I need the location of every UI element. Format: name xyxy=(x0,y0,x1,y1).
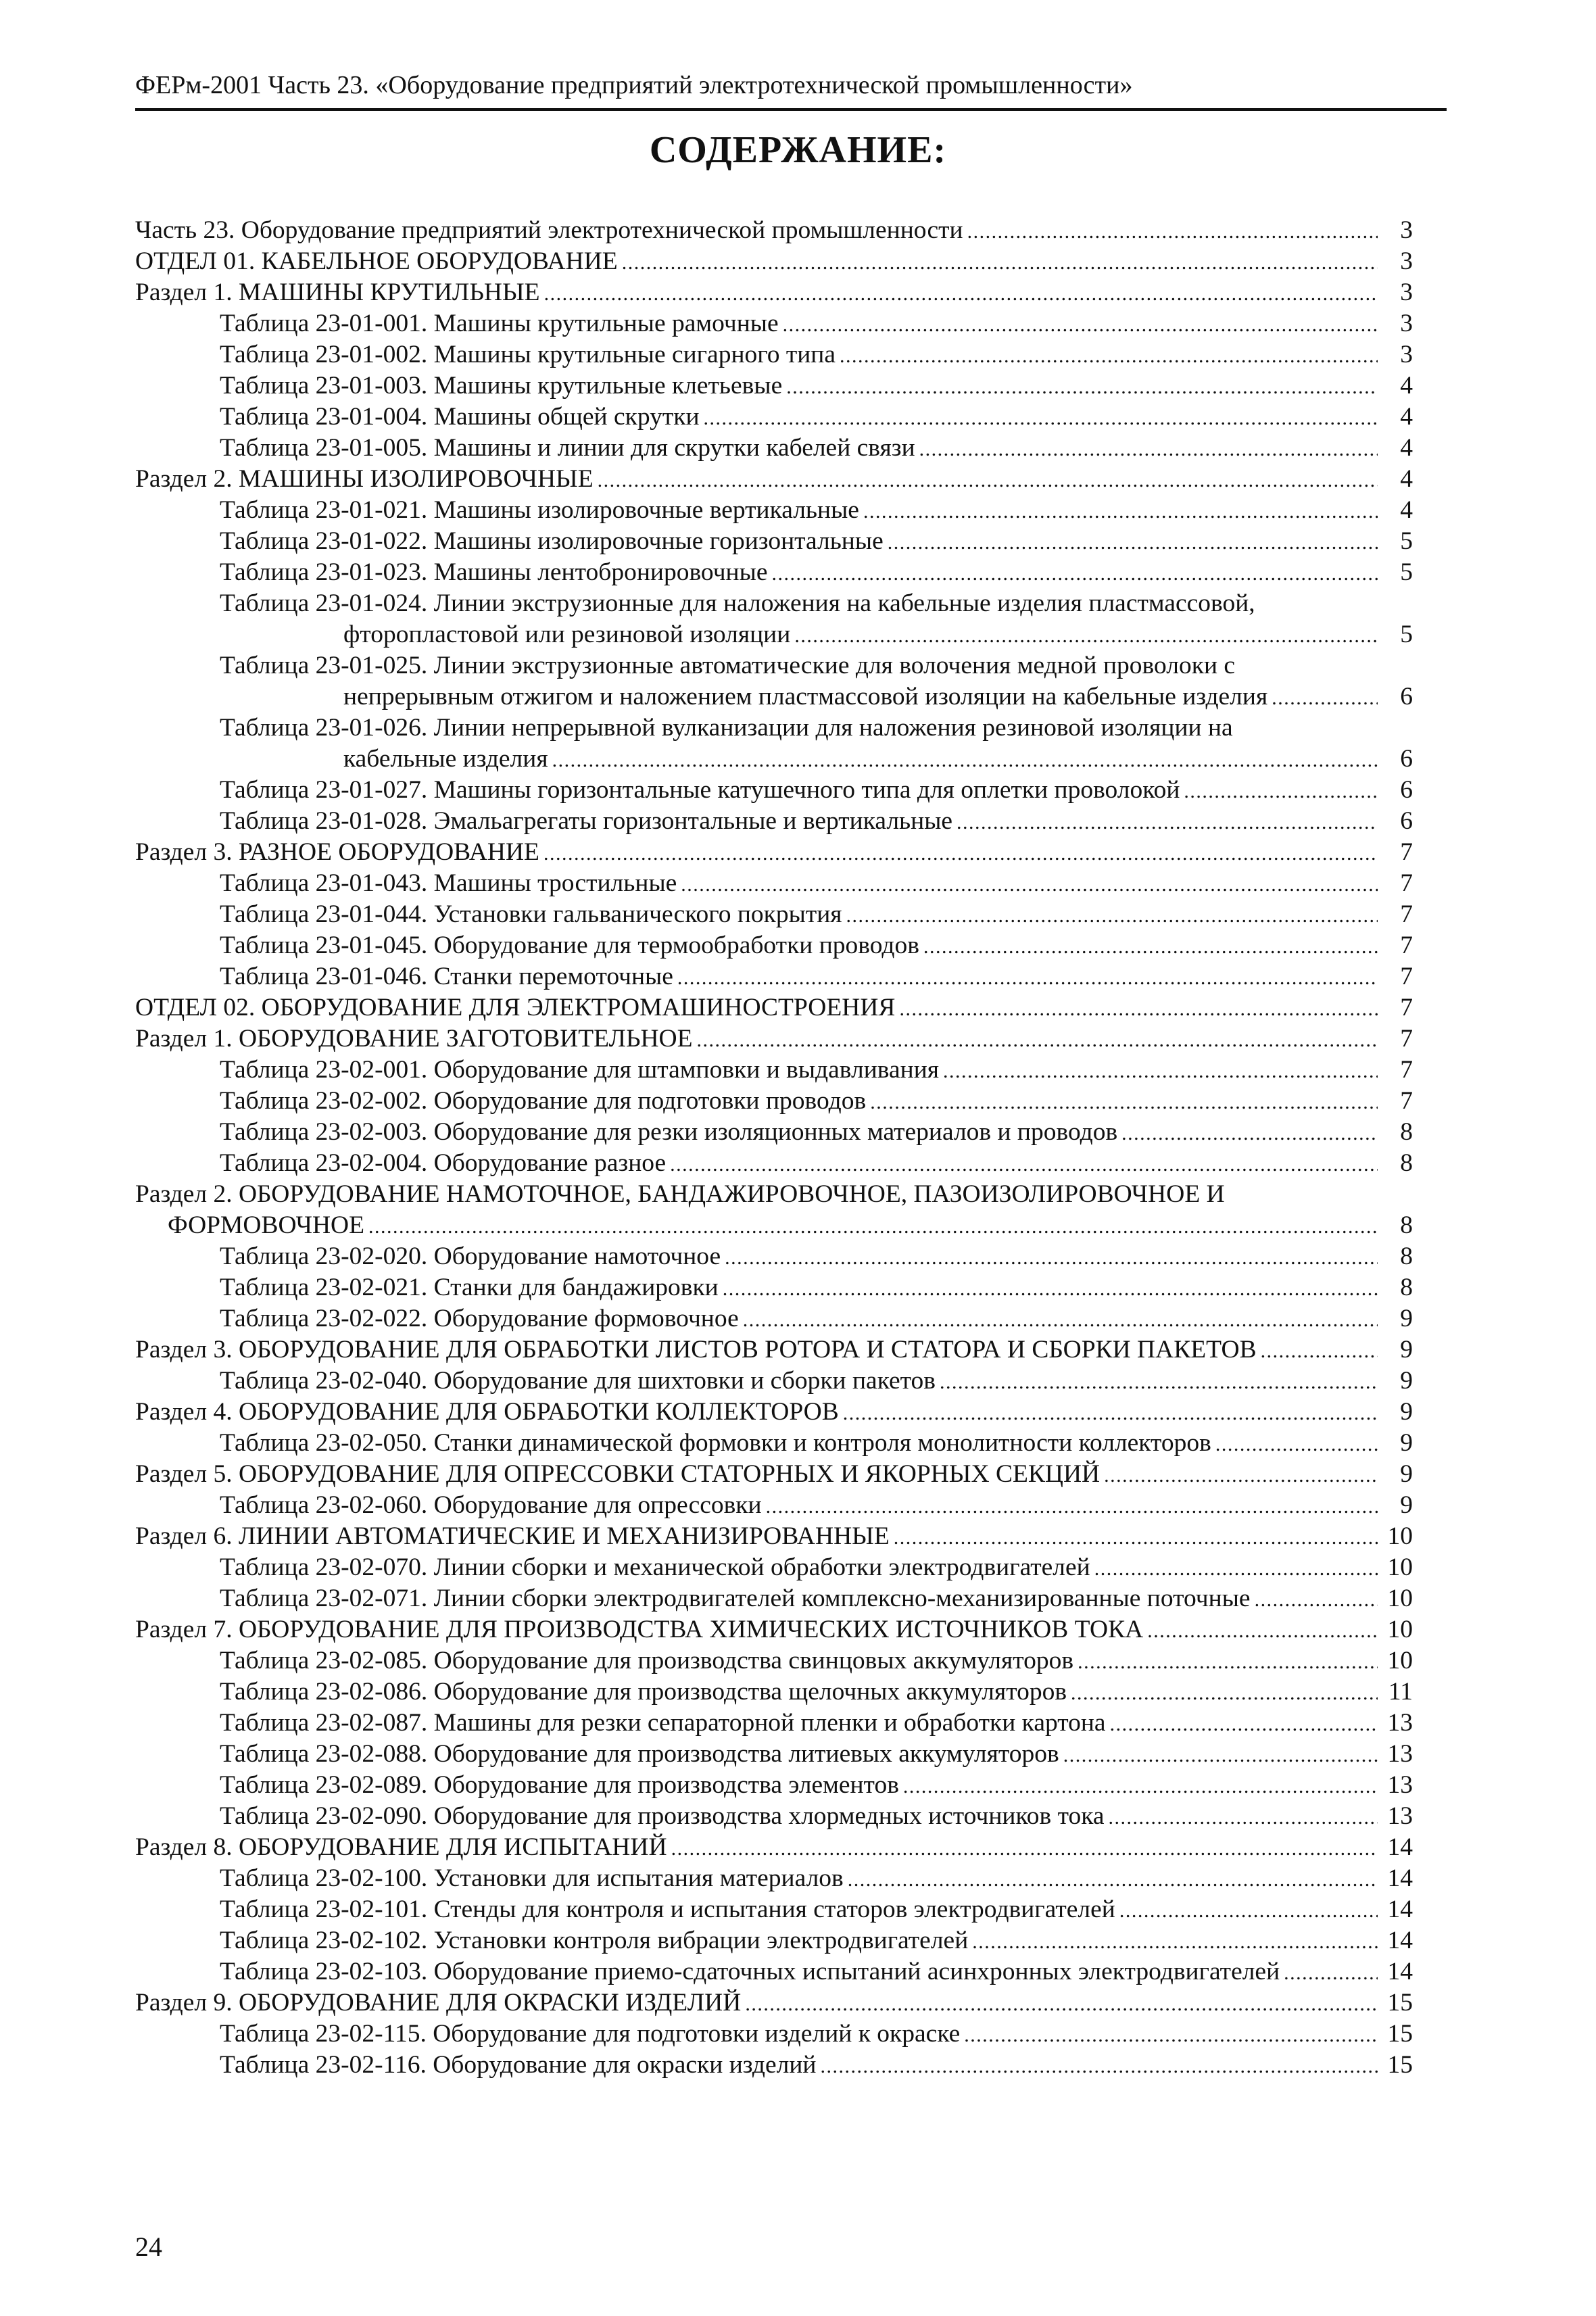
dot-leader xyxy=(894,1521,1378,1553)
dot-leader xyxy=(1104,1459,1378,1491)
toc-entry-label: Таблица 23-01-027. Машины горизонтальные катушечного типа для оплетки проволокой xyxy=(220,776,1180,804)
toc-entry-label: Раздел 3. РАЗНОЕ ОБОРУДОВАНИЕ xyxy=(135,838,539,866)
dot-leader xyxy=(1078,1645,1378,1678)
dot-leader xyxy=(923,930,1378,963)
toc-entry xyxy=(135,1023,1413,1055)
dot-leader xyxy=(677,961,1378,994)
toc-entry-label: фторопластовой или резиновой изоляции xyxy=(343,621,791,648)
dot-leader xyxy=(899,992,1378,1025)
dot-leader xyxy=(870,1086,1378,1118)
toc-entry xyxy=(135,1428,1413,1459)
toc-entry xyxy=(135,1832,1413,1863)
dot-leader xyxy=(1063,1739,1378,1771)
toc-entry xyxy=(135,899,1413,930)
dot-leader xyxy=(1184,775,1378,807)
toc-entry-line: Таблица 23-01-024. Линии экструзионные для наложения на кабельные изделия пластмассовой, xyxy=(220,589,1255,617)
toc-entry-label: Раздел 5. ОБОРУДОВАНИЕ ДЛЯ ОПРЕССОВКИ СТАТОРНЫХ И ЯКОРНЫХ СЕКЦИЙ xyxy=(135,1460,1101,1488)
toc-entry-label: Таблица 23-02-040. Оборудование для шихтовки и сборки пакетов xyxy=(220,1367,936,1395)
toc-entry xyxy=(135,1956,1413,1987)
toc-page-number: 4 xyxy=(1400,434,1413,462)
toc-page-number: 7 xyxy=(1400,1025,1413,1053)
toc-page-number: 5 xyxy=(1400,527,1413,555)
toc-entry xyxy=(135,775,1413,806)
toc-page-number: 13 xyxy=(1387,1709,1413,1737)
toc-entry-label: ОТДЕЛ 02. ОБОРУДОВАНИЕ ДЛЯ ЭЛЕКТРОМАШИНОСТРОЕНИЯ xyxy=(135,994,896,1021)
toc-entry xyxy=(135,1366,1413,1397)
toc-page-number: 5 xyxy=(1400,621,1413,648)
toc-entry xyxy=(135,308,1413,339)
toc-entry xyxy=(135,1614,1413,1645)
dot-leader xyxy=(697,1023,1378,1056)
dot-leader xyxy=(843,1397,1378,1429)
toc-entry xyxy=(135,1303,1413,1334)
toc-page-number: 15 xyxy=(1387,1989,1413,2017)
dot-leader xyxy=(840,339,1378,372)
toc-entry-label: Таблица 23-01-005. Машины и линии для скрутки кабелей связи xyxy=(220,434,915,462)
toc-entry-label: Таблица 23-01-028. Эмальагрегаты горизонтальные и вертикальные xyxy=(220,807,953,835)
dot-leader xyxy=(552,744,1378,776)
dot-leader xyxy=(820,2050,1378,2082)
dot-leader xyxy=(1261,1334,1378,1367)
dot-leader xyxy=(1110,1708,1378,1740)
dot-leader xyxy=(1121,1117,1378,1149)
toc-entry xyxy=(135,1055,1413,1086)
dot-leader xyxy=(794,619,1378,652)
dot-leader xyxy=(766,1490,1378,1522)
toc-entry-label: Раздел 1. МАШИНЫ КРУТИЛЬНЫЕ xyxy=(135,279,540,306)
toc-entry xyxy=(135,961,1413,992)
toc-page-number: 8 xyxy=(1400,1211,1413,1239)
dot-leader xyxy=(1255,1583,1378,1616)
toc-page-number: 9 xyxy=(1400,1460,1413,1488)
dot-leader xyxy=(681,868,1378,900)
toc-entry xyxy=(135,495,1413,526)
toc-entry xyxy=(135,1676,1413,1708)
toc-page-number: 13 xyxy=(1387,1740,1413,1768)
dot-leader xyxy=(368,1210,1378,1243)
toc-entry xyxy=(135,1086,1413,1117)
toc-entry-label: Таблица 23-01-002. Машины крутильные сигарного типа xyxy=(220,341,836,368)
toc-entry-label: Таблица 23-02-050. Станки динамической формовки и контроля монолитности коллекторов xyxy=(220,1429,1211,1457)
toc-page-number: 6 xyxy=(1400,745,1413,773)
toc-entry xyxy=(135,1397,1413,1428)
toc-entry xyxy=(135,277,1413,308)
toc-entry-label: Таблица 23-02-004. Оборудование разное xyxy=(220,1149,667,1177)
toc-page-number: 3 xyxy=(1400,341,1413,368)
toc-page-number: 4 xyxy=(1400,496,1413,524)
toc-entry xyxy=(135,1241,1413,1272)
toc-page-number: 4 xyxy=(1400,372,1413,400)
dot-leader xyxy=(1094,1552,1378,1585)
toc-page-number: 10 xyxy=(1387,1522,1413,1550)
toc-entry-label: Раздел 9. ОБОРУДОВАНИЕ ДЛЯ ОКРАСКИ ИЗДЕЛИЙ xyxy=(135,1989,742,2017)
running-head: ФЕРм-2001 Часть 23. «Оборудование предприятий электротехнической промышленности» xyxy=(135,71,1133,99)
toc-page-number: 10 xyxy=(1387,1553,1413,1581)
toc-entry-label: Раздел 6. ЛИНИИ АВТОМАТИЧЕСКИЕ И МЕХАНИЗИРОВАННЫЕ xyxy=(135,1522,890,1550)
dot-leader xyxy=(903,1770,1378,1802)
toc-entry-label: Таблица 23-02-102. Установки контроля вибрации электродвигателей xyxy=(220,1927,969,1954)
toc-entry xyxy=(135,2019,1413,2050)
toc-entry xyxy=(135,557,1413,588)
toc-page-number: 7 xyxy=(1400,1056,1413,1084)
toc-entry-label: Таблица 23-01-022. Машины изолировочные горизонтальные xyxy=(220,527,884,555)
toc-entry-line: Раздел 2. ОБОРУДОВАНИЕ НАМОТОЧНОЕ, БАНДАЖИРОВОЧНОЕ, ПАЗОИЗОЛИРОВОЧНОЕ И xyxy=(135,1180,1225,1208)
toc-entry xyxy=(135,1739,1413,1770)
toc-page-number: 9 xyxy=(1400,1429,1413,1457)
header-rule xyxy=(135,108,1447,111)
toc-entry xyxy=(135,1645,1413,1676)
toc-entry-label: Таблица 23-02-022. Оборудование формовочное xyxy=(220,1305,739,1332)
toc-page-number: 7 xyxy=(1400,900,1413,928)
toc-entry xyxy=(135,1210,1413,1241)
toc-page-number: 11 xyxy=(1388,1678,1413,1706)
dot-leader xyxy=(598,464,1378,496)
toc-page-number: 6 xyxy=(1400,776,1413,804)
toc-entry-label: Таблица 23-01-004. Машины общей скрутки xyxy=(220,403,700,431)
dot-leader xyxy=(1147,1614,1378,1647)
dot-leader xyxy=(943,1055,1378,1087)
toc-page-number: 9 xyxy=(1400,1305,1413,1332)
toc-page-number: 7 xyxy=(1400,963,1413,990)
dot-leader xyxy=(940,1366,1378,1398)
toc-entry xyxy=(135,868,1413,899)
toc-page-number: 10 xyxy=(1387,1616,1413,1643)
dot-leader xyxy=(972,1925,1378,1958)
toc-entry-label: Таблица 23-02-060. Оборудование для опрессовки xyxy=(220,1491,762,1519)
toc-entry-label: Таблица 23-01-021. Машины изолировочные вертикальные xyxy=(220,496,859,524)
toc-page-number: 13 xyxy=(1387,1771,1413,1799)
toc-entry-label: Таблица 23-02-100. Установки для испытания материалов xyxy=(220,1864,844,1892)
toc-page-number: 5 xyxy=(1400,558,1413,586)
toc-entry xyxy=(135,1863,1413,1894)
dot-leader xyxy=(743,1303,1378,1336)
toc-page-number: 8 xyxy=(1400,1149,1413,1177)
toc-entry xyxy=(135,433,1413,464)
dot-leader xyxy=(1272,681,1378,714)
toc-entry-label: Таблица 23-02-088. Оборудование для производства литиевых аккумуляторов xyxy=(220,1740,1059,1768)
dot-leader xyxy=(848,1863,1378,1896)
toc-entry xyxy=(135,619,1413,650)
toc-page-number: 14 xyxy=(1387,1864,1413,1892)
toc-page-number: 7 xyxy=(1400,994,1413,1021)
toc-page-number: 4 xyxy=(1400,465,1413,493)
toc-entry-label: Таблица 23-01-045. Оборудование для термообработки проводов xyxy=(220,932,919,959)
dot-leader xyxy=(783,308,1378,341)
toc-entry-label: непрерывным отжигом и наложением пластмассовой изоляции на кабельные изделия xyxy=(343,683,1268,710)
toc-page-number: 9 xyxy=(1400,1367,1413,1395)
toc-page-number: 9 xyxy=(1400,1398,1413,1426)
toc-entry-label: ФОРМОВОЧНОЕ xyxy=(168,1211,365,1239)
dot-leader xyxy=(967,215,1378,247)
toc-entry-label: Раздел 1. ОБОРУДОВАНИЕ ЗАГОТОВИТЕЛЬНОЕ xyxy=(135,1025,693,1053)
toc-entry xyxy=(135,1459,1413,1490)
toc-entry xyxy=(135,1925,1413,1956)
toc-page-number: 4 xyxy=(1400,403,1413,431)
toc-entry-label: Раздел 4. ОБОРУДОВАНИЕ ДЛЯ ОБРАБОТКИ КОЛЛЕКТОРОВ xyxy=(135,1398,839,1426)
toc-entry xyxy=(135,1117,1413,1148)
toc-page-number: 10 xyxy=(1387,1647,1413,1674)
toc-entry xyxy=(135,246,1413,277)
toc-page-number: 8 xyxy=(1400,1118,1413,1146)
toc-entry xyxy=(135,402,1413,433)
toc-entry-label: Таблица 23-02-089. Оборудование для производства элементов xyxy=(220,1771,899,1799)
toc-entry xyxy=(135,1770,1413,1801)
toc-page-number: 9 xyxy=(1400,1491,1413,1519)
toc-entry-label: Таблица 23-02-003. Оборудование для резки изоляционных материалов и проводов xyxy=(220,1118,1118,1146)
toc-page-number: 7 xyxy=(1400,838,1413,866)
toc-entry xyxy=(135,339,1413,370)
toc-entry xyxy=(135,1334,1413,1366)
toc-entry-label: Таблица 23-02-116. Оборудование для окраски изделий xyxy=(220,2051,817,2079)
dot-leader xyxy=(1119,1894,1378,1927)
toc-entry-label: Таблица 23-02-071. Линии сборки электродвигателей комплексно-механизированные поточные xyxy=(220,1585,1251,1612)
toc-page-number: 14 xyxy=(1387,1896,1413,1923)
toc-entry-label: Таблица 23-01-001. Машины крутильные рамочные xyxy=(220,310,779,337)
toc-entry-label: Таблица 23-02-087. Машины для резки сепараторной пленки и обработки картона xyxy=(220,1709,1106,1737)
toc-entry-label: Таблица 23-02-086. Оборудование для производства щелочных аккумуляторов xyxy=(220,1678,1067,1706)
dot-leader xyxy=(622,246,1378,279)
toc-page-number: 7 xyxy=(1400,932,1413,959)
dot-leader xyxy=(964,2019,1378,2051)
toc-entry-label: Таблица 23-02-001. Оборудование для штамповки и выдавливания xyxy=(220,1056,940,1084)
toc-page-number: 15 xyxy=(1387,2051,1413,2079)
toc-entry xyxy=(135,1148,1413,1179)
toc-entry xyxy=(135,806,1413,837)
dot-leader xyxy=(888,526,1378,558)
toc-entry-label: Таблица 23-01-046. Станки перемоточные xyxy=(220,963,673,990)
toc-entry-label: Таблица 23-02-070. Линии сборки и механической обработки электродвигателей xyxy=(220,1553,1090,1581)
toc-entry-label: Таблица 23-02-101. Стенды для контроля и испытания статоров электродвигателей xyxy=(220,1896,1115,1923)
toc-page-number: 7 xyxy=(1400,1087,1413,1115)
toc-entry-label: Таблица 23-02-020. Оборудование намоточное xyxy=(220,1243,721,1270)
dot-leader xyxy=(1215,1428,1378,1460)
toc-entry xyxy=(135,1490,1413,1521)
dot-leader xyxy=(1071,1676,1378,1709)
page-title: СОДЕРЖАНИЕ: xyxy=(649,129,947,171)
toc-page-number: 8 xyxy=(1400,1243,1413,1270)
dot-leader xyxy=(704,402,1378,434)
toc-entry-label: Таблица 23-02-021. Станки для бандажировки xyxy=(220,1274,719,1301)
toc-entry-label: Таблица 23-02-002. Оборудование для подготовки проводов xyxy=(220,1087,867,1115)
toc-page-number: 3 xyxy=(1400,279,1413,306)
toc-entry xyxy=(135,1521,1413,1552)
toc-entry-label: Раздел 8. ОБОРУДОВАНИЕ ДЛЯ ИСПЫТАНИЙ xyxy=(135,1833,667,1861)
toc-entry xyxy=(135,681,1413,713)
dot-leader xyxy=(723,1272,1378,1305)
toc-entry xyxy=(135,464,1413,495)
toc-entry-label: Таблица 23-01-044. Установки гальванического покрытия xyxy=(220,900,842,928)
toc-entry-label: Таблица 23-01-023. Машины лентобронировочные xyxy=(220,558,768,586)
toc-page-number: 3 xyxy=(1400,216,1413,244)
dot-leader xyxy=(1284,1956,1378,1989)
toc-entry xyxy=(135,744,1413,775)
dot-leader xyxy=(1109,1801,1378,1833)
toc-entry-label: Таблица 23-01-003. Машины крутильные клетьевые xyxy=(220,372,783,400)
toc-page-number: 7 xyxy=(1400,869,1413,897)
toc-page-number: 9 xyxy=(1400,1336,1413,1364)
dot-leader xyxy=(544,277,1378,310)
toc-entry xyxy=(135,930,1413,961)
toc-page-number: 8 xyxy=(1400,1274,1413,1301)
dot-leader xyxy=(786,370,1378,403)
toc-page-number: 6 xyxy=(1400,807,1413,835)
toc-page-number: 14 xyxy=(1387,1833,1413,1861)
toc-entry-label: Раздел 2. МАШИНЫ ИЗОЛИРОВОЧНЫЕ xyxy=(135,465,594,493)
toc-page-number: 15 xyxy=(1387,2020,1413,2048)
toc-entry-line: Таблица 23-01-026. Линии непрерывной вулканизации для наложения резиновой изоляции на xyxy=(220,714,1233,742)
toc-entry-label: Часть 23. Оборудование предприятий электротехнической промышленности xyxy=(135,216,963,244)
toc-entry-label: Таблица 23-02-115. Оборудование для подготовки изделий к окраске xyxy=(220,2020,961,2048)
toc-entry-line: Таблица 23-01-025. Линии экструзионные автоматические для волочения медной проволоки с xyxy=(220,652,1236,679)
toc-entry xyxy=(135,215,1413,246)
toc-page-number: 3 xyxy=(1400,310,1413,337)
toc-entry-label: Раздел 3. ОБОРУДОВАНИЕ ДЛЯ ОБРАБОТКИ ЛИСТОВ РОТОРА И СТАТОРА И СБОРКИ ПАКЕТОВ xyxy=(135,1336,1257,1364)
dot-leader xyxy=(671,1832,1378,1864)
toc-page-number: 14 xyxy=(1387,1958,1413,1985)
page-number: 24 xyxy=(135,2231,162,2262)
toc-entry xyxy=(135,1801,1413,1832)
toc-entry-label: кабельные изделия xyxy=(343,745,548,773)
toc-entry xyxy=(135,1583,1413,1614)
toc-entry xyxy=(135,1894,1413,1925)
dot-leader xyxy=(745,1987,1378,2020)
toc-entry-label: Таблица 23-02-090. Оборудование для производства хлормедных источников тока xyxy=(220,1802,1105,1830)
toc-page-number: 14 xyxy=(1387,1927,1413,1954)
toc-page-number: 10 xyxy=(1387,1585,1413,1612)
toc-page-number: 3 xyxy=(1400,247,1413,275)
toc-entry xyxy=(135,992,1413,1023)
toc-page-number: 6 xyxy=(1400,683,1413,710)
dot-leader xyxy=(771,557,1378,589)
dot-leader xyxy=(863,495,1378,527)
toc-page-number: 13 xyxy=(1387,1802,1413,1830)
dot-leader xyxy=(919,433,1378,465)
toc-entry xyxy=(135,526,1413,557)
toc-entry xyxy=(135,370,1413,402)
toc-entry-label: Таблица 23-02-103. Оборудование приемо-сдаточных испытаний асинхронных электродвигателей xyxy=(220,1958,1280,1985)
toc-entry-label: ОТДЕЛ 01. КАБЕЛЬНОЕ ОБОРУДОВАНИЕ xyxy=(135,247,618,275)
dot-leader xyxy=(670,1148,1378,1180)
dot-leader xyxy=(957,806,1378,838)
toc-entry xyxy=(135,2050,1413,2081)
toc-entry xyxy=(135,1987,1413,2019)
dot-leader xyxy=(846,899,1378,932)
table-of-contents xyxy=(135,215,1413,2081)
dot-leader xyxy=(543,837,1378,869)
toc-entry-label: Таблица 23-02-085. Оборудование для производства свинцовых аккумуляторов xyxy=(220,1647,1074,1674)
toc-entry xyxy=(135,837,1413,868)
toc-entry-label: Раздел 7. ОБОРУДОВАНИЕ ДЛЯ ПРОИЗВОДСТВА ХИМИЧЕСКИХ ИСТОЧНИКОВ ТОКА xyxy=(135,1616,1144,1643)
dot-leader xyxy=(725,1241,1378,1274)
toc-entry-label: Таблица 23-01-043. Машины тростильные xyxy=(220,869,677,897)
toc-entry xyxy=(135,1708,1413,1739)
toc-entry xyxy=(135,1272,1413,1303)
toc-entry xyxy=(135,1552,1413,1583)
